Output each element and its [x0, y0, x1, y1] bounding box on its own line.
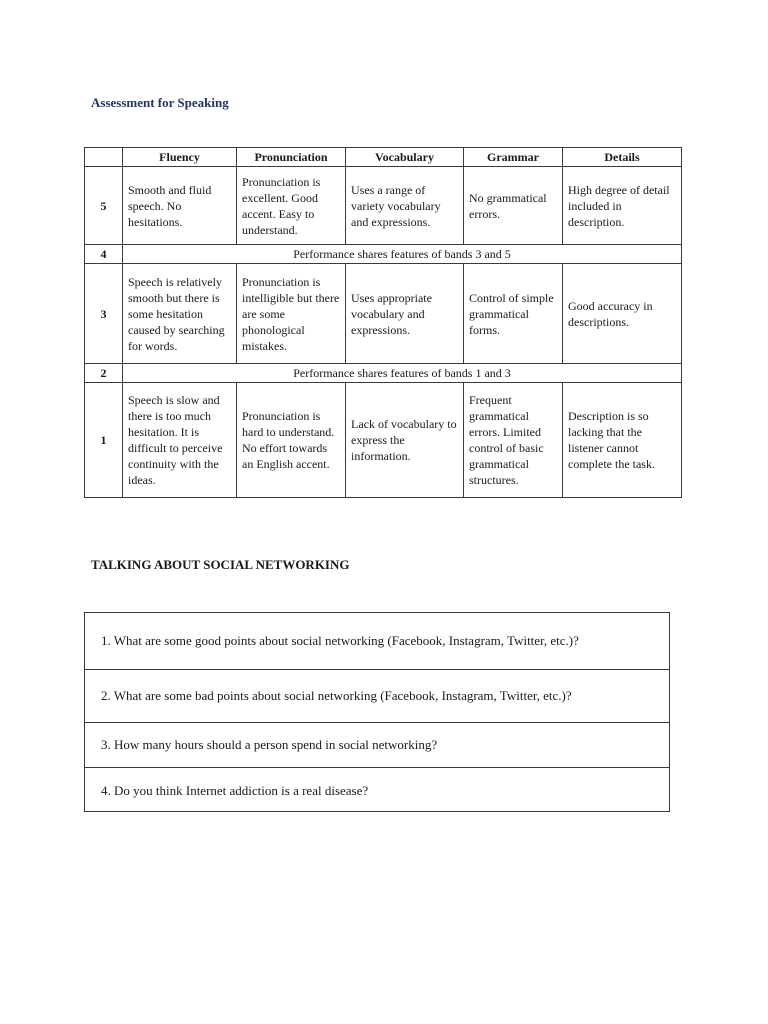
pronunciation-cell: Pronunciation is intelligible but there are some phonological mistakes. — [237, 264, 346, 364]
question-item: 4. Do you think Internet addiction is a real disease? — [101, 782, 369, 798]
band-number: 3 — [85, 264, 123, 364]
header-pronunciation: Pronunciation — [237, 148, 346, 167]
assessment-title: Assessment for Speaking — [91, 95, 229, 110]
vocabulary-cell: Uses appropriate vocabulary and expressions. — [346, 264, 464, 364]
table-row — [85, 245, 682, 264]
questions-box — [84, 612, 670, 812]
question-item: 1. What are some good points about social networking (Facebook, Instagram, Twitter, etc.)? — [85, 613, 669, 670]
pronunciation-cell: Pronunciation is excellent. Good accent. Easy to understand. — [237, 167, 346, 245]
table-row — [85, 364, 682, 383]
fluency-cell: Speech is slow and there is too much hesitation. It is difficult to perceive continuity with the ideas. — [123, 383, 237, 498]
grammar-cell: No grammatical errors. — [464, 167, 563, 245]
details-cell: High degree of detail included in description. — [563, 167, 682, 245]
rubric-header-row — [85, 148, 682, 167]
table-row — [85, 167, 682, 245]
vocabulary-cell: Lack of vocabulary to express the information. — [346, 383, 464, 498]
band-number: 2 — [85, 364, 123, 383]
vocabulary-cell: Uses a range of variety vocabulary and expressions. — [346, 167, 464, 245]
header-band — [85, 148, 123, 167]
assessment-rubric-table — [84, 147, 682, 498]
shared-band-note: Performance shares features of bands 1 and 3 — [123, 364, 682, 383]
header-fluency: Fluency — [123, 148, 237, 167]
question-item: 3. How many hours should a person spend in social networking? — [85, 723, 669, 768]
header-grammar: Grammar — [464, 148, 563, 167]
grammar-cell: Control of simple grammatical forms. — [464, 264, 563, 364]
band-number: 1 — [85, 383, 123, 498]
table-row — [85, 264, 682, 364]
social-networking-title: TALKING ABOUT SOCIAL NETWORKING — [91, 557, 350, 572]
question-item: 2. What are some bad points about social networking (Facebook, Instagram, Twitter, etc.)? — [85, 670, 669, 723]
fluency-cell: Speech is relatively smooth but there is some hesitation caused by searching for words. — [123, 264, 237, 364]
table-row — [85, 383, 682, 498]
header-vocabulary: Vocabulary — [346, 148, 464, 167]
details-cell: Good accuracy in descriptions. — [563, 264, 682, 364]
band-number: 5 — [85, 167, 123, 245]
header-details: Details — [563, 148, 682, 167]
shared-band-note: Performance shares features of bands 3 and 5 — [123, 245, 682, 264]
pronunciation-cell: Pronunciation is hard to understand. No effort towards an English accent. — [237, 383, 346, 498]
fluency-cell: Smooth and fluid speech. No hesitations. — [123, 167, 237, 245]
details-cell: Description is so lacking that the listener cannot complete the task. — [563, 383, 682, 498]
grammar-cell: Frequent grammatical errors. Limited control of basic grammatical structures. — [464, 383, 563, 498]
band-number: 4 — [85, 245, 123, 264]
